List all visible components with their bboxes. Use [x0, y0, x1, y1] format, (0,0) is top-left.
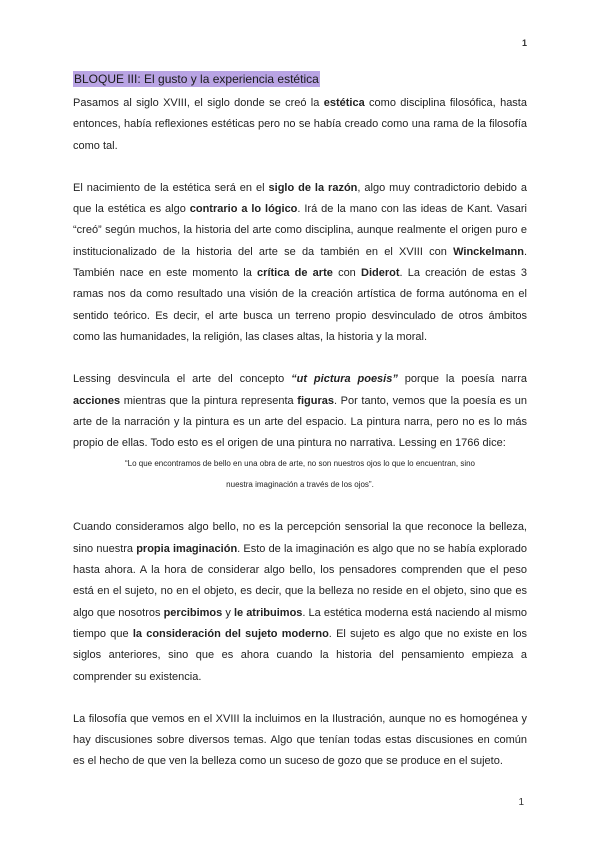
bold-term: figuras — [297, 394, 334, 407]
italic-term: “ut pictura poesis” — [291, 373, 398, 386]
text: Pasamos al siglo XVIII, el siglo donde se creó la — [73, 97, 324, 109]
bold-term: propia imaginación — [136, 542, 238, 555]
text: La filosofía que vemos en el XVIII la incluimos en la Ilustración, aunque no es homogénea y hay discusiones sobre diversos temas. Algo que tenían todas estas discusiones en común es el hecho de que ven la belleza como un suceso de gozo que se produce en el sujeto. — [73, 712, 527, 768]
text: porque la poesía narra — [397, 373, 527, 386]
bold-term: siglo de la razón — [268, 181, 358, 194]
bold-term: Diderot — [361, 267, 400, 280]
text: . La creación de estas 3 ramas nos da como resultado una visión de la creación artística de forma autónoma en el sentido teórico. Es decir, el arte busca un terreno propio desvinculado de otros ámbitos como las humanidades, la religión, las clases altas, la historia y la moral. — [73, 267, 527, 343]
text: El nacimiento de la estética será en el — [73, 181, 269, 194]
bold-term: contrario a lo lógico — [189, 203, 298, 216]
text: . Por tanto, vemos que la poesía es un arte de la narración y la pintura es un arte del espacio. La pintura narra, pero no es lo más propio de ellas. Todo esto es el origen de una pintura no narrativa. Lessing en 1766 dice: — [73, 394, 528, 450]
bold-term: le atribuimos — [233, 606, 303, 619]
document-body — [73, 70, 527, 773]
bold-term: la consideración del sujeto moderno — [132, 627, 329, 640]
text: . También nace en este momento la — [73, 245, 527, 280]
bold-term: Winckelmann — [453, 245, 524, 258]
bold-term: acciones — [73, 394, 121, 407]
paragraph-1 — [73, 93, 527, 157]
text: . Irá de la mano con las ideas de Kant. Vasari “creó” según muchos, la historia del arte como disciplina, aunque realmente el origen puro e institucionalizado de la historia del arte se da también en el XVIII con — [73, 203, 527, 258]
text: con — [332, 267, 361, 280]
paragraph-5 — [73, 709, 527, 773]
text: . Esto de la imaginación es algo que no se había explorado hasta ahora. A la hora de considerar algo bello, los pensadores comprenden que el peso está en el sujeto, no en el objeto, es decir, que la belleza no reside en el objeto, sino que es algo que nosotros — [73, 542, 527, 619]
paragraph-3 — [73, 369, 527, 454]
quote-line-2: nuestra imaginación a través de los ojos”. — [226, 480, 374, 490]
text: Cuando consideramos algo bello, no es la percepción sensorial la que reconoce la belleza, sino nuestra — [73, 521, 527, 555]
bold-term: percibimos — [163, 606, 223, 619]
text: Lessing desvincula el arte del concepto — [73, 373, 292, 386]
page-number-bottom: 1 — [518, 797, 524, 808]
quote-line-1: “Lo que encontramos de bello en una obra de arte, no son nuestros ojos lo que lo encuentran, sino — [124, 459, 475, 469]
paragraph-2 — [73, 178, 527, 348]
page-number-top: 1 — [521, 38, 527, 48]
section-heading: BLOQUE III: El gusto y la experiencia estética — [74, 72, 319, 86]
block-quote — [73, 453, 527, 496]
text: , algo muy contradictorio debido a que la estética es algo — [73, 181, 527, 216]
text: . La estética moderna está naciendo al mismo tiempo que — [73, 606, 527, 640]
text: y — [222, 606, 234, 619]
bold-term: estética — [323, 97, 365, 109]
text: como disciplina filosófica, hasta entonces, había reflexiones estéticas pero no se había creado como una rama de la filosofía como tal. — [73, 97, 527, 152]
text: . El sujeto es algo que no existe en los siglos anteriores, sino que es ahora cuando la historia del pensamiento empieza a comprender su existencia. — [73, 627, 527, 683]
paragraph-4 — [73, 517, 527, 687]
text: mientras que la pintura representa — [120, 394, 298, 407]
bold-italic-term — [291, 373, 398, 385]
bold-term: crítica de arte — [257, 267, 333, 280]
